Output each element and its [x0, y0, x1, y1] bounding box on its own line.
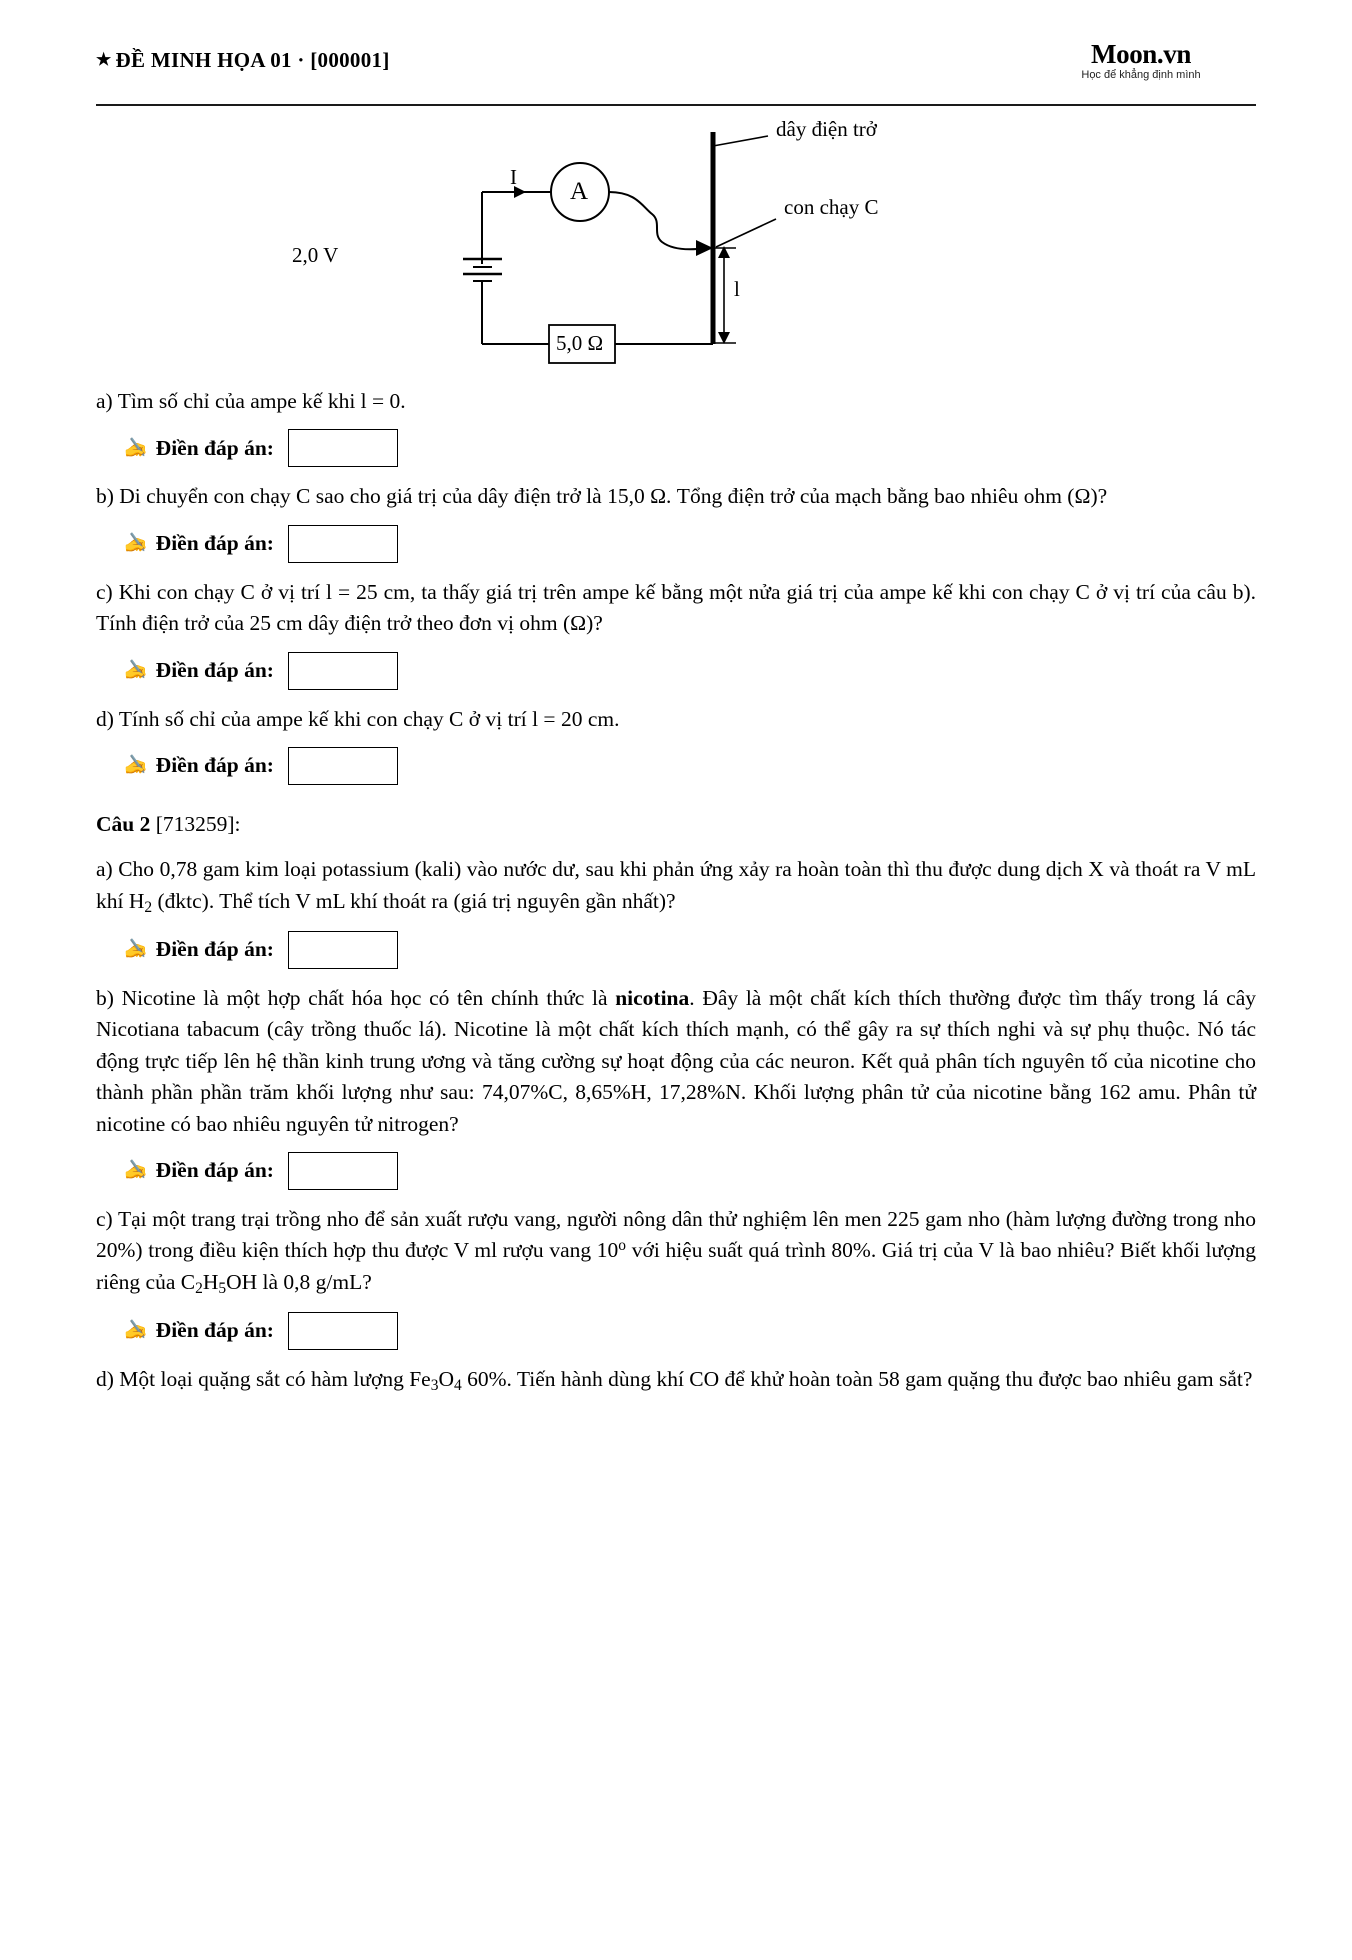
answer-input-2c[interactable]: [288, 1312, 398, 1350]
answer-input-1b[interactable]: [288, 525, 398, 563]
question-2-heading: [96, 809, 1256, 840]
answer-input-2b[interactable]: [288, 1152, 398, 1190]
brand-logo: [1026, 40, 1256, 81]
circuit-diagram-svg: [96, 114, 1256, 376]
pen-icon: ✍: [124, 1320, 148, 1342]
answer-row-1d: [96, 747, 1256, 785]
brand-name: Moon.vn: [1091, 39, 1191, 69]
brand-tagline: Học để khẳng định mình: [1081, 69, 1201, 82]
pen-icon: ✍: [124, 939, 148, 961]
question-1b-text: b) Di chuyển con chạy C sao cho giá trị của dây điện trở là 15,0 Ω. Tổng điện trở của mạch bằng bao nhiêu ohm (Ω)?: [96, 484, 1108, 509]
circuit-figure: [96, 114, 1256, 376]
question-1d-text: d) Tính số chỉ của ampe kế khi con chạy C ở vị trí l = 20 cm.: [96, 706, 620, 731]
answer-label: Điền đáp án:: [155, 937, 274, 962]
answer-row-2a: [96, 931, 1256, 969]
question-2a-text: a) Cho 0,78 gam kim loại potassium (kali) vào nước dư, sau khi phản ứng xảy ra hoàn toàn thì thu được dung dịch X và thoát ra V mL khí $H_2$ (đktc). Thể tích V mL khí thoát ra (giá trị nguyên gần nhất)?: [96, 857, 1256, 916]
exam-title: [96, 48, 390, 73]
question-1a-text: a) Tìm số chỉ của ampe kế khi l = 0.: [96, 389, 406, 413]
figure-current-label: I: [510, 165, 517, 189]
length-label: l: [734, 277, 740, 301]
answer-label: Điền đáp án:: [155, 1158, 274, 1183]
answer-row-1a: [96, 429, 1256, 467]
resistance-wire-label: dây điện trở: [776, 117, 877, 141]
answer-row-2c: [96, 1312, 1256, 1350]
document-page: [0, 40, 1352, 1960]
answer-input-1c[interactable]: [288, 652, 398, 690]
question-2c-text: c) Tại một trang trại trồng nho để sản xuất rượu vang, người nông dân thử nghiệm lên men 225 gam nho (hàm lượng đường trong nho 20%) trong điều kiện thích hợp thu được V ml rượu vang 10$^o$ với hiệu suất quá trình 80%. Giá trị của V là bao nhiêu? Biết khối lượng riêng của $C_2H_5OH$ là 0,8 g/mL?: [96, 1206, 1257, 1297]
page-header: [96, 40, 1256, 98]
answer-row-2b: [96, 1152, 1256, 1190]
answer-label: Điền đáp án:: [155, 531, 274, 556]
figure-voltage-label: 2,0 V: [292, 243, 339, 267]
pen-icon: ✍: [124, 532, 148, 554]
answer-label: Điền đáp án:: [155, 435, 274, 460]
question-2b-text: b) Nicotine là một hợp chất hóa học có tên chính thức là nicotina. Đây là một chất kích thích thường được tìm thấy trong lá cây Nicotiana tabacum (cây trồng thuốc lá). Nicotine là một chất kích thích mạnh, có thể gây ra sự thích nghi và sự phụ thuộc. Nó tác động trực tiếp lên hệ thần kinh trung ương và tăng cường sự hoạt động của các neuron. Kết quả phân tích nguyên tố của nicotine cho thành phần phần trăm khối lượng như sau: 74,07%C, 8,65%H, 17,28%N. Khối lượng phân tử của nicotine bằng 162 amu. Phân tử nicotine có bao nhiêu nguyên tử nitrogen?: [96, 986, 1257, 1136]
pen-icon: ✍: [124, 659, 148, 681]
exam-title-text: ĐỀ MINH HỌA 01 · [000001]: [115, 48, 390, 72]
question-2-heading-bold: Câu 2: [96, 811, 151, 836]
pen-icon: ✍: [124, 437, 148, 459]
question-2-heading-code: [713259]:: [150, 811, 241, 836]
answer-row-1c: [96, 652, 1256, 690]
pen-icon: ✍: [124, 755, 148, 776]
answer-label: Điền đáp án:: [155, 753, 274, 778]
ammeter-label: A: [570, 178, 589, 205]
answer-input-1d[interactable]: [288, 747, 398, 785]
pen-icon: ✍: [124, 1160, 148, 1182]
answer-label: Điền đáp án:: [155, 1318, 274, 1343]
answer-input-2a[interactable]: [288, 931, 398, 969]
star-icon: ★: [96, 50, 112, 69]
answer-input-1a[interactable]: [288, 429, 398, 467]
slider-label: con chạy C: [784, 195, 879, 219]
header-divider: [96, 104, 1256, 106]
answer-row-1b: [96, 525, 1256, 563]
resistor-value-label: 5,0 Ω: [556, 331, 604, 355]
question-2d-text: d) Một loại quặng sắt có hàm lượng $Fe_3O_4$ 60%. Tiến hành dùng khí CO để khử hoàn toàn 58 gam quặng thu được bao nhiêu gam sắt?: [96, 1367, 1253, 1395]
document-content: [96, 114, 1256, 1398]
answer-label: Điền đáp án:: [155, 657, 274, 682]
question-1c-text: c) Khi con chạy C ở vị trí l = 25 cm, ta thấy giá trị trên ampe kế bằng một nửa giá trị của ampe kế khi con chạy C ở vị trí của câu b). Tính điện trở của 25 cm dây điện trở theo đơn vị ohm (Ω)?: [96, 579, 1256, 636]
